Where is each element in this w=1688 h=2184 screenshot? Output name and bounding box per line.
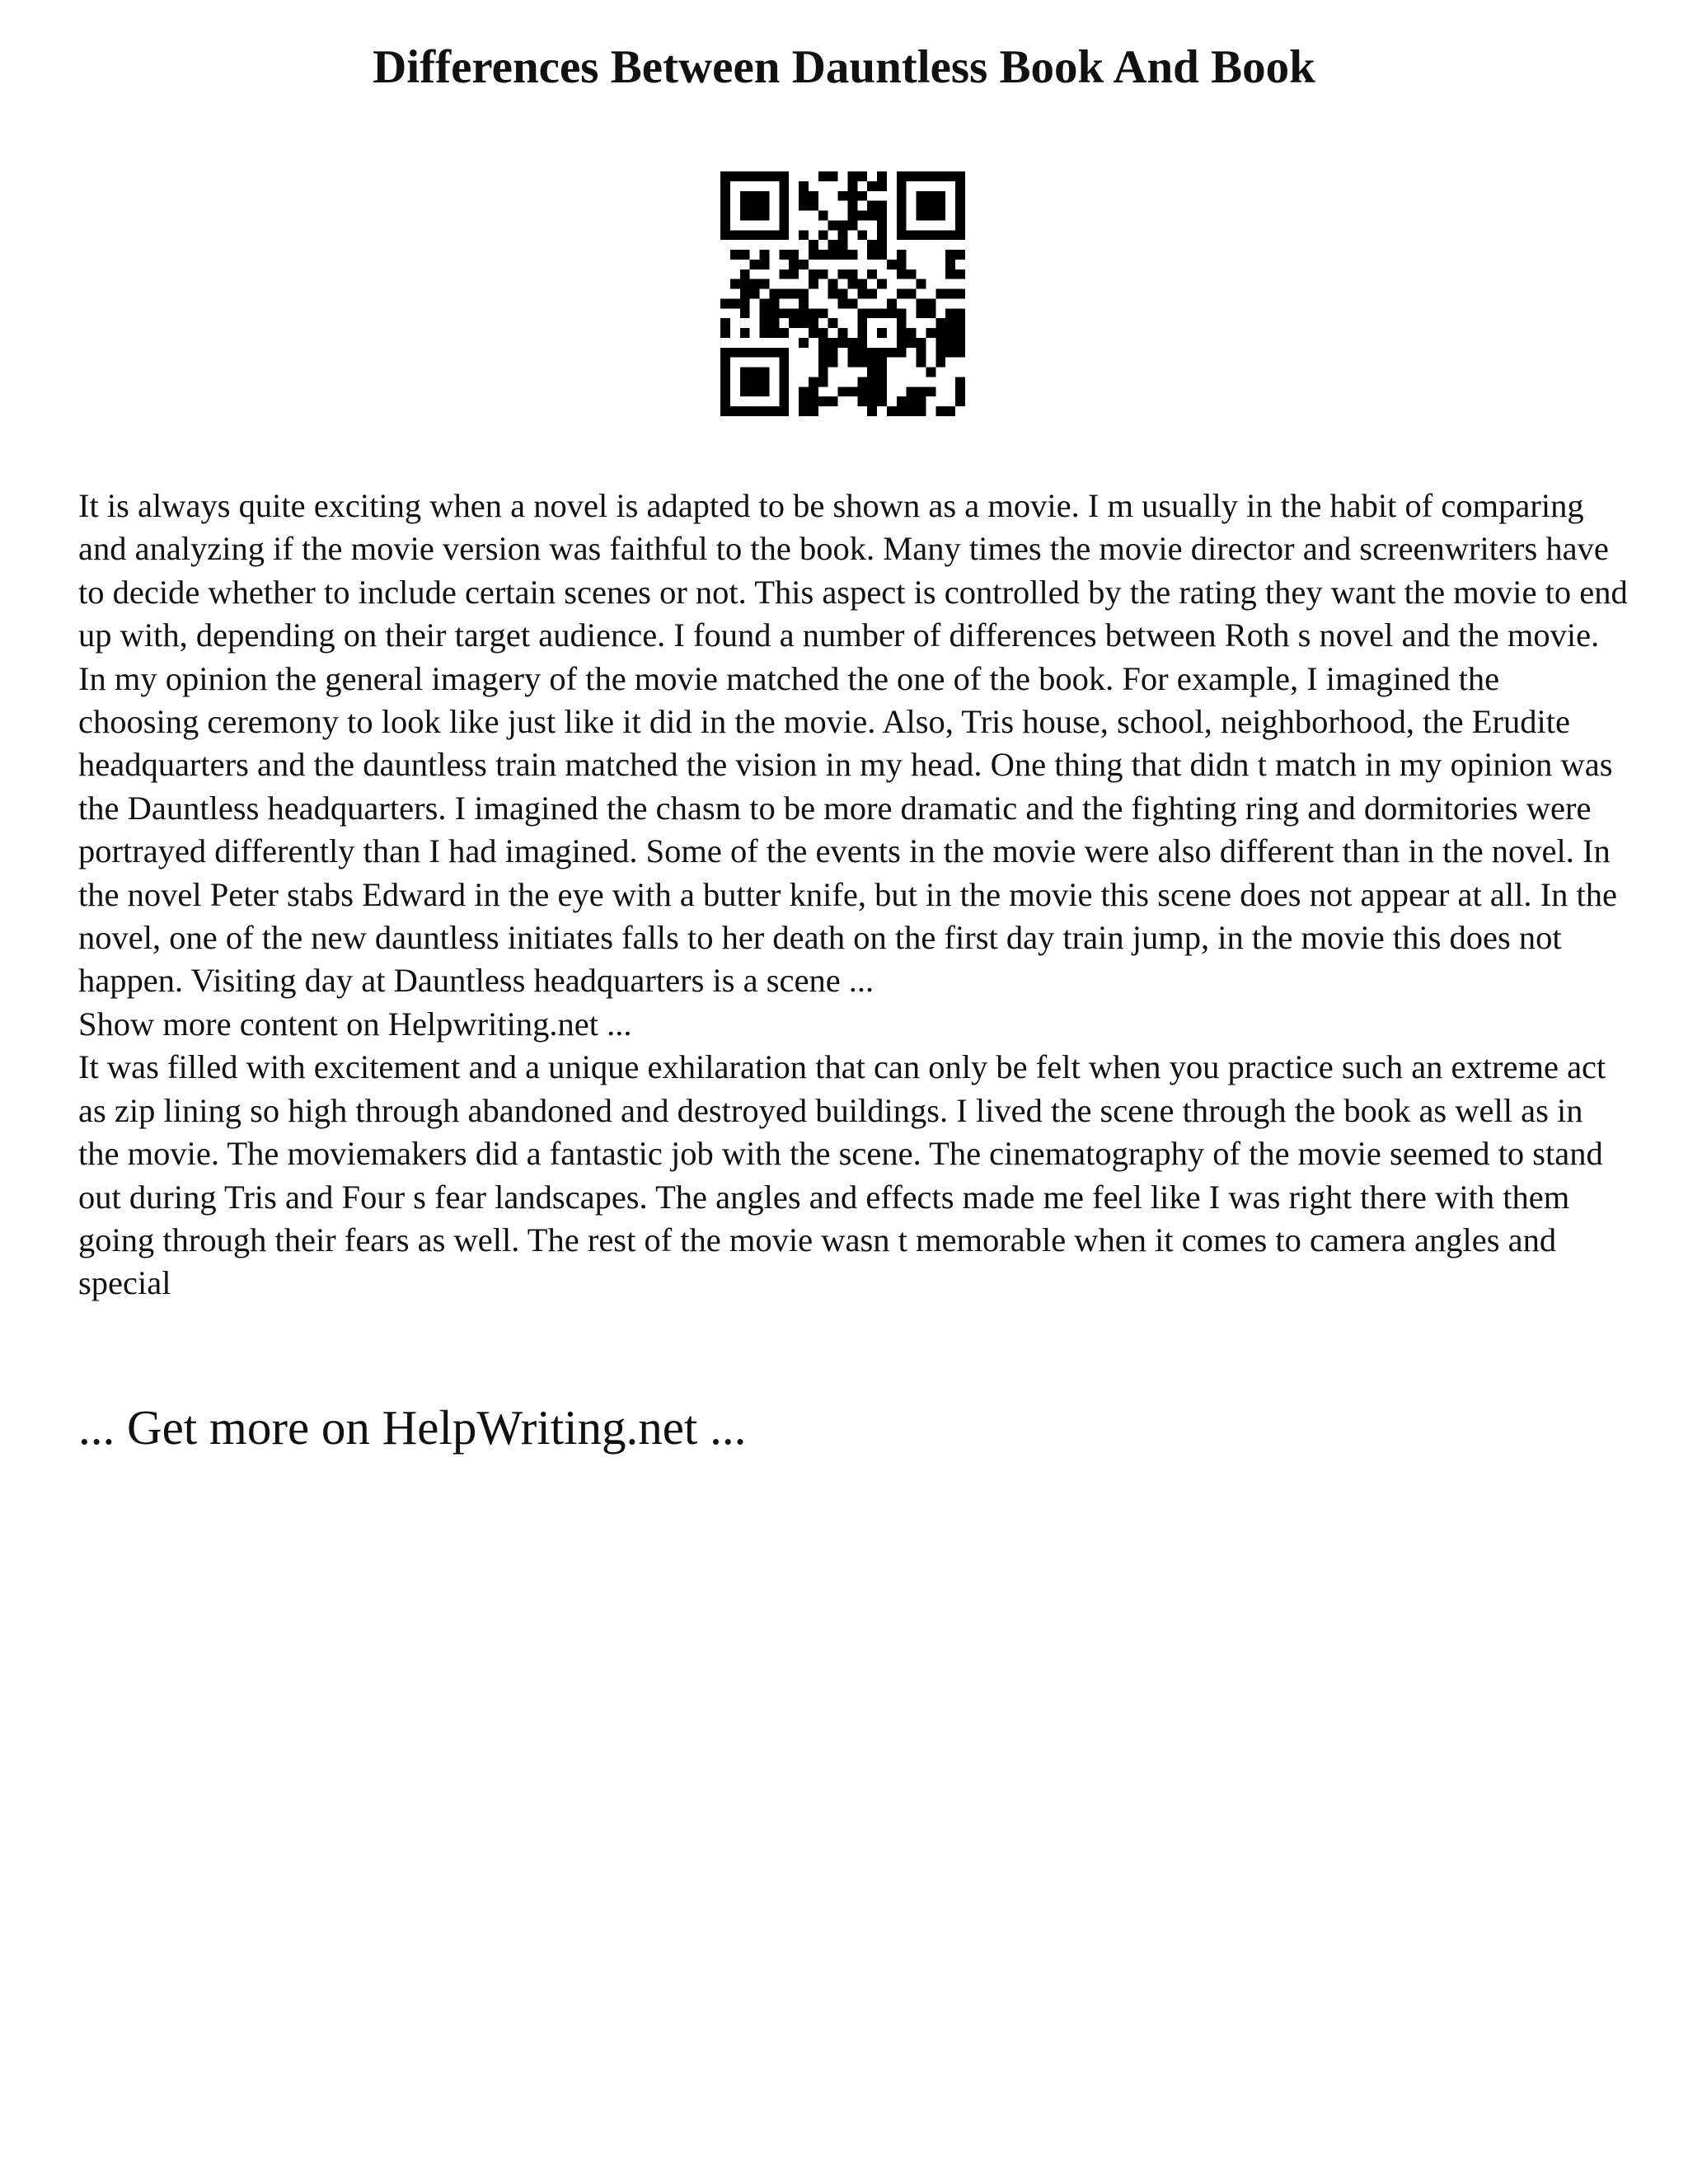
article-body: [78, 485, 1628, 1305]
paragraph-1: It is always quite exciting when a novel is adapted to be shown as a movie. I m usually in the habit of comparing and analyzing if the movie version was faithful to the book. Many times the movie director and screenwriters have to decide whether to include certain scenes or not. This aspect is controlled by the rating they want the movie to end up with, depending on their target audience. I found a number of differences between Roth s novel and the movie. In my opinion the general imagery of the movie matched the one of the book. For example, I imagined the choosing ceremony to look like just like it did in the movie. Also, Tris house, school, neighborhood, the Erudite headquarters and the dauntless train matched the vision in my head. One thing that didn t match in my opinion was the Dauntless headquarters. I imagined the chasm to be more dramatic and the fighting ring and dormitories were portrayed differently than I had imagined. Some of the events in the movie were also different than in the novel. In the novel Peter stabs Edward in the eye with a butter knife, but in the movie this scene does not appear at all. In the novel, one of the new dauntless initiates falls to her death on the first day train jump, in the movie this does not happen. Visiting day at Dauntless headquarters is a scene ...: [78, 487, 1628, 1000]
qr-code-icon: [720, 171, 965, 416]
get-more-link[interactable]: ... Get more on HelpWriting.net ...: [78, 1400, 747, 1455]
paragraph-2: It was filled with excitement and a unique exhilaration that can only be felt when you practice such an extreme act as zip lining so high through abandoned and destroyed buildings. I lived the scene through the book as well as in the movie. The moviemakers did a fantastic job with the scene. The cinematography of the movie seemed to stand out during Tris and Four s fear landscapes. The angles and effects made me feel like I was right there with them going through their fears as well. The rest of the movie wasn t memorable when it comes to camera angles and special: [78, 1048, 1606, 1302]
show-more-link[interactable]: Show more content on Helpwriting.net ...: [78, 1005, 632, 1043]
page-title: Differences Between Dauntless Book And Book: [373, 41, 1315, 93]
